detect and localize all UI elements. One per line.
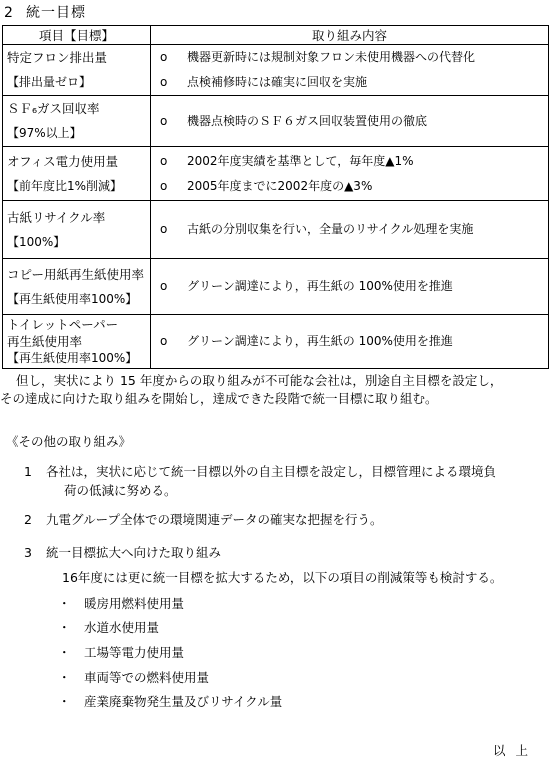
item-text-continued: 荷の低減に努める。 [64, 483, 177, 498]
list-item [58, 692, 282, 710]
item-number: 1 [24, 464, 32, 479]
item-name: コピー用紙再生紙使用率 [7, 266, 145, 282]
expansion-description: 16年度には更に統一目標を拡大するため，以下の項目の削減策等も検討する。 [62, 570, 503, 585]
action-line [151, 45, 548, 70]
item-cell [3, 147, 151, 201]
item-number: 3 [24, 545, 32, 560]
list-item [58, 668, 209, 686]
item-target: 【再生紙使用率100%】 [7, 351, 138, 365]
action-line [151, 274, 548, 299]
list-item [58, 618, 159, 636]
section-title: 統一目標 [26, 5, 86, 21]
item-target: 【100%】 [7, 234, 66, 249]
actions-cell [151, 96, 549, 147]
bullet-mark: o [160, 222, 168, 236]
list-item-text: 水道水使用量 [84, 620, 160, 635]
note-line-2: その達成に向けた取り組みを開始し，達成できた段階で統一目標に取り組む。 [0, 391, 438, 406]
other-item-1 [24, 462, 544, 500]
item-cell [3, 315, 151, 369]
action-text: 2005年度までに2002年度の▲3% [187, 178, 373, 193]
bullet-mark: o [160, 50, 168, 64]
item-name: 特定フロン排出量 [7, 50, 108, 65]
action-text: グリーン調達により，再生紙の 100%使用を推進 [187, 279, 453, 293]
actions-cell [151, 315, 549, 369]
header-item-target: 項目【目標】 [3, 26, 151, 45]
bullet-mark: o [160, 75, 168, 89]
action-text: 2002年度実績を基準として，毎年度▲1% [187, 153, 414, 168]
action-text: 古紙の分別収集を行い，全量のリサイクル処理を実施 [187, 222, 474, 236]
table-row [3, 147, 549, 201]
bullet-mark: ・ [58, 670, 71, 685]
actions-cell [151, 147, 549, 201]
item-text: 九電グループ全体での環境関連データの確実な把握を行う。 [46, 512, 383, 527]
item-name-line2: 再生紙使用率 [7, 334, 83, 349]
bullet-mark: o [160, 178, 168, 193]
action-text: グリーン調達により，再生紙の 100%使用を推進 [187, 334, 453, 348]
bullet-mark: ・ [58, 694, 71, 709]
item-target: 【再生紙使用率100%】 [7, 291, 138, 306]
action-text: 点検補修時には確実に回収を実施 [187, 75, 368, 89]
item-name: トイレットペーパー [7, 317, 119, 332]
other-item-3 [24, 543, 221, 562]
bullet-mark: o [160, 334, 168, 348]
list-item-text: 車両等での燃料使用量 [84, 670, 210, 685]
closing-mark: 以上 [492, 743, 538, 758]
action-line [151, 109, 548, 134]
item-cell [3, 259, 151, 315]
action-text: 機器更新時には規制対象フロン未使用機器への代替化 [187, 50, 476, 64]
action-line [151, 217, 548, 242]
bullet-mark: ・ [58, 620, 71, 635]
table-header-row [3, 26, 549, 45]
other-efforts-title: 《その他の取り組み》 [6, 434, 132, 449]
action-line [151, 329, 548, 354]
item-text: 各社は，実状に応じて統一目標以外の自主目標を設定し，目標管理による環境負 [46, 464, 497, 479]
bullet-mark: o [160, 153, 168, 168]
item-target: 【排出量ゼロ】 [7, 75, 92, 89]
item-number: 2 [24, 512, 32, 527]
table-row [3, 315, 549, 369]
actions-cell [151, 259, 549, 315]
list-item [58, 594, 184, 612]
action-line [151, 174, 548, 199]
bullet-mark: ・ [58, 645, 71, 660]
table-row [3, 45, 549, 96]
list-item-text: 暖房用燃料使用量 [84, 596, 185, 611]
action-text: 機器点検時のＳＦ６ガス回収装置使用の徹底 [187, 113, 428, 128]
item-name: ＳＦ₆ガス回収率 [7, 101, 100, 116]
list-item [58, 643, 184, 661]
header-actions: 取り組み内容 [151, 26, 549, 45]
bullet-mark: o [160, 113, 168, 128]
item-text: 統一目標拡大へ向けた取り組み [46, 545, 222, 560]
table-row [3, 259, 549, 315]
item-cell [3, 96, 151, 147]
item-name: オフィス電力使用量 [7, 153, 119, 169]
item-cell [3, 201, 151, 259]
list-item-text: 産業廃棄物発生量及びリサイクル量 [84, 694, 283, 709]
action-line [151, 149, 548, 174]
bullet-mark: ・ [58, 596, 71, 611]
table-row [3, 96, 549, 147]
item-target: 【97%以上】 [7, 126, 82, 140]
goals-table [2, 25, 549, 369]
action-line [151, 70, 548, 95]
actions-cell [151, 45, 549, 96]
section-number: 2 [4, 5, 14, 21]
item-cell [3, 45, 151, 96]
exception-note [0, 372, 548, 408]
bullet-mark: o [160, 279, 168, 293]
item-target: 【前年度比1%削減】 [7, 178, 123, 193]
item-name: 古紙リサイクル率 [7, 209, 106, 225]
list-item-text: 工場等電力使用量 [84, 645, 185, 660]
section-heading [4, 2, 86, 22]
table-row [3, 201, 549, 259]
actions-cell [151, 201, 549, 259]
note-line-1: 但し，実状により 15 年度からの取り組みが不可能な会社は，別途自主目標を設定し， [16, 373, 503, 388]
other-item-2 [24, 510, 383, 529]
